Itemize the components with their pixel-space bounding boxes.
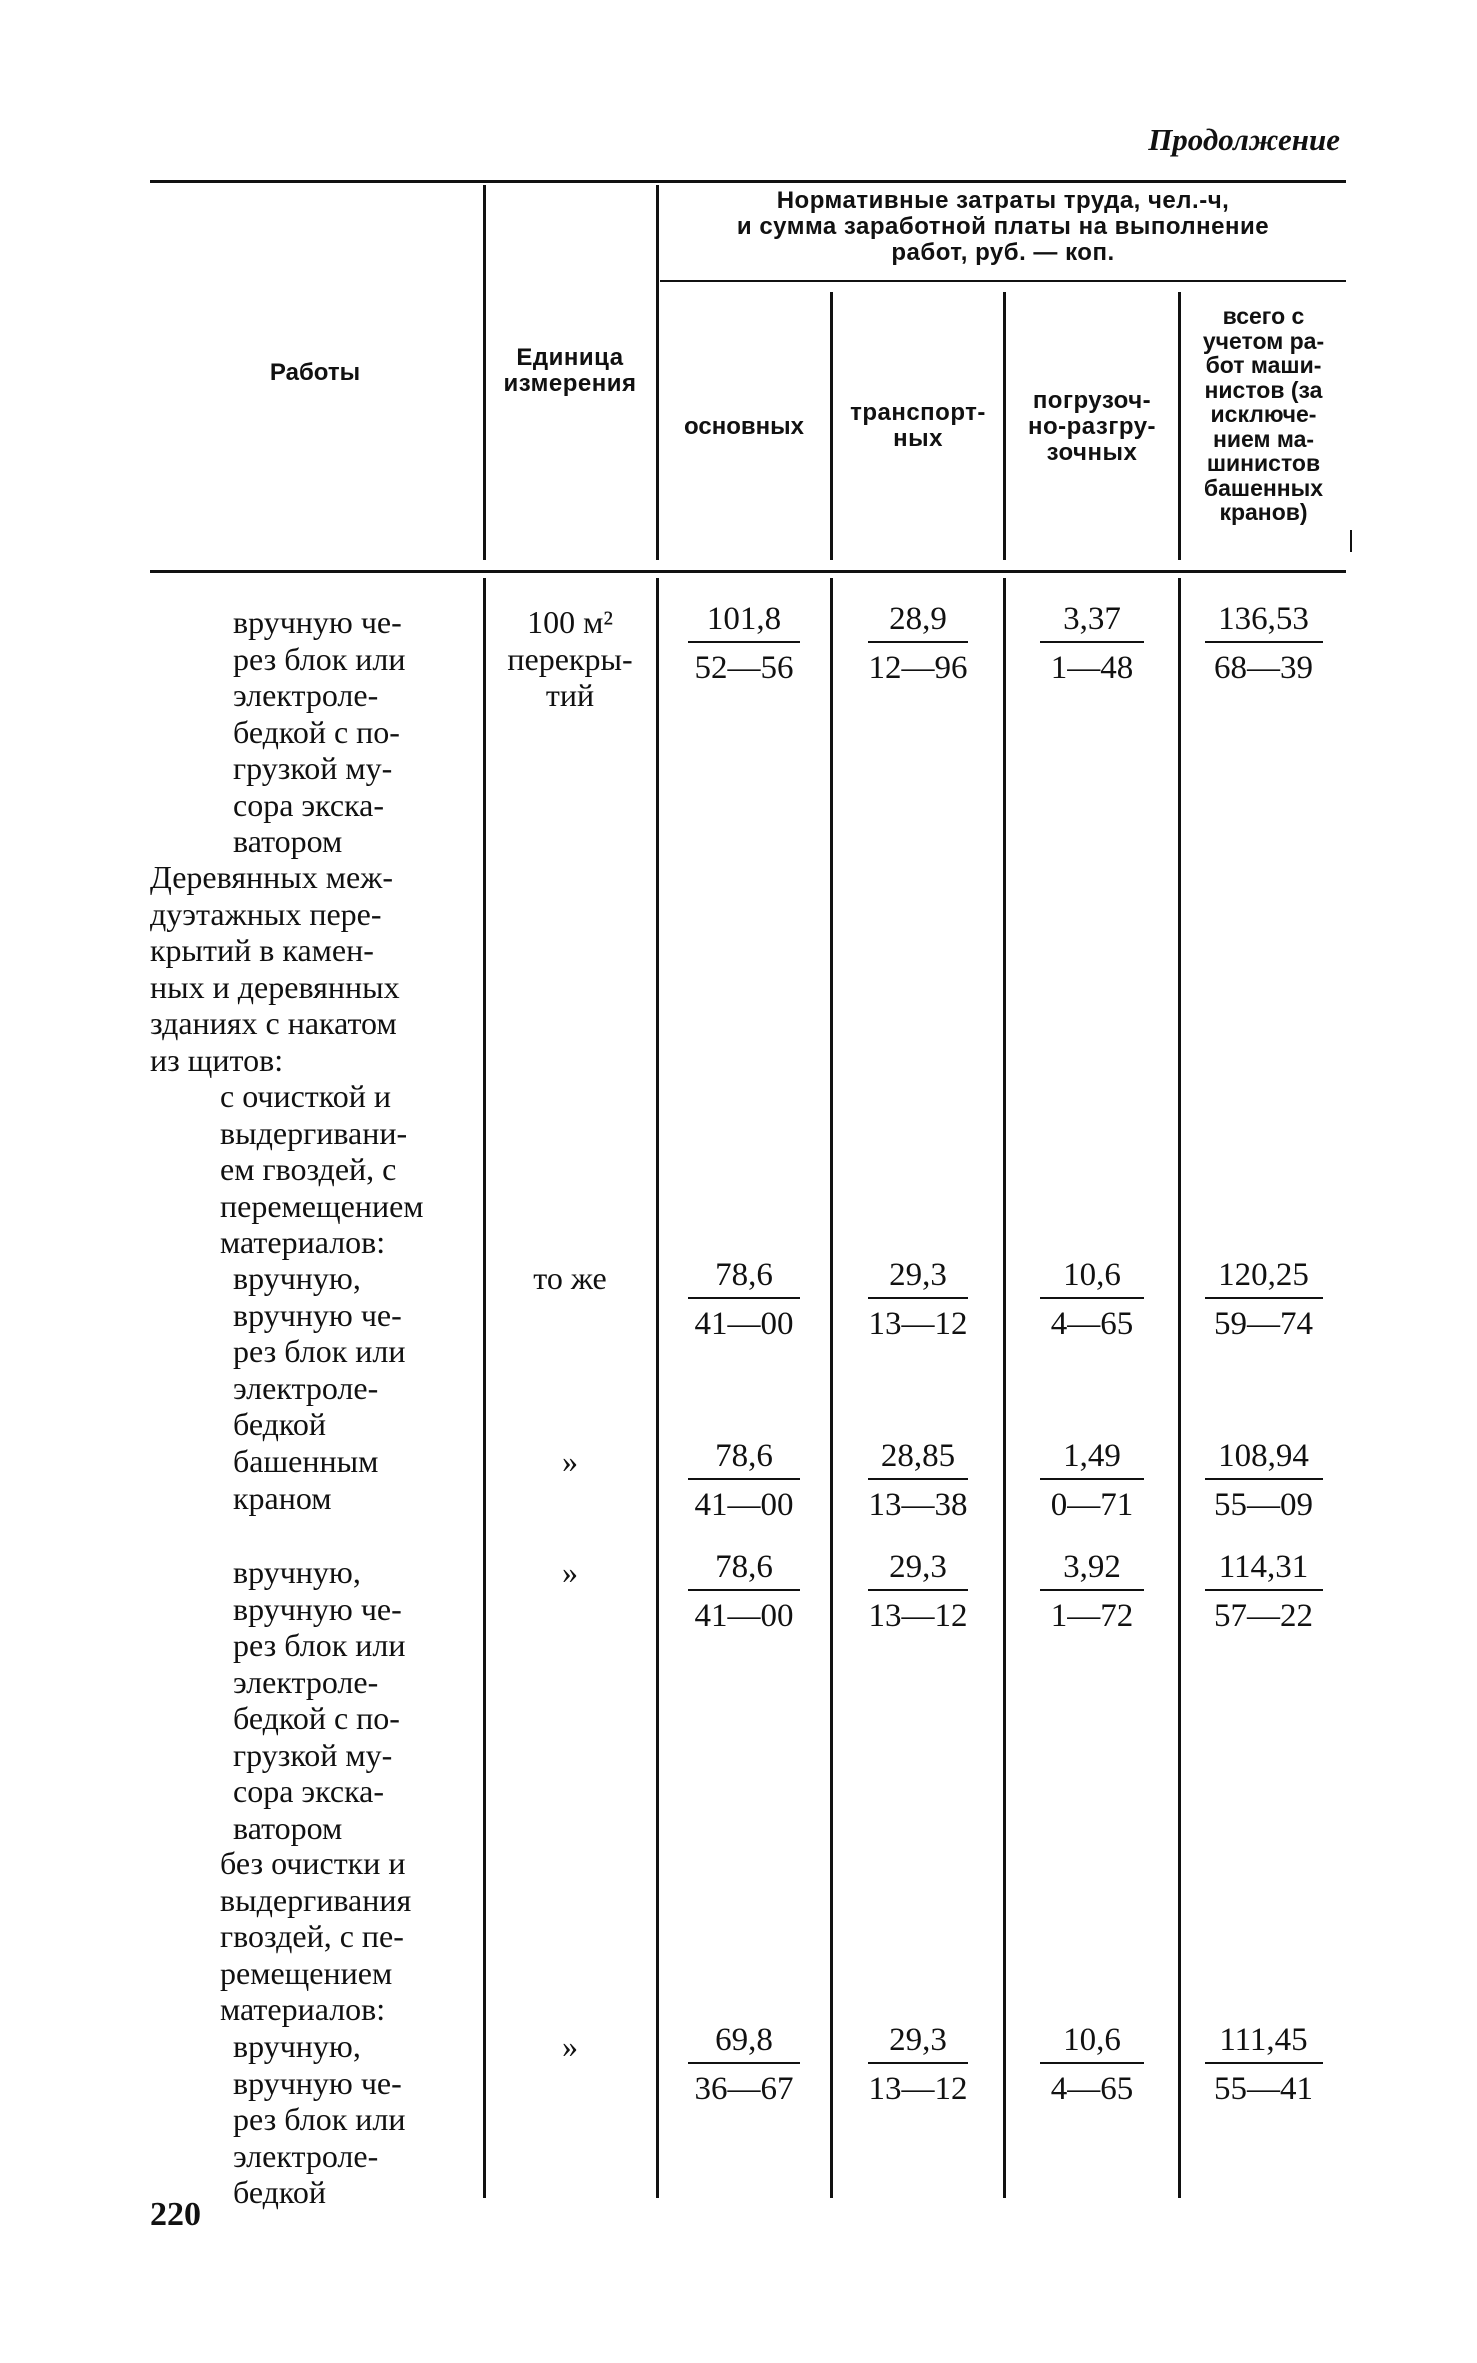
loading-value-row-1 [1006, 597, 1178, 687]
unit-row-6: » [562, 1554, 578, 1590]
labor-hours: 78,6 [715, 1438, 773, 1474]
header-main: основных [684, 413, 804, 440]
wage-amount: 41—00 [694, 1306, 794, 1342]
header-loading: погрузоч- но-разгру- зочных [1027, 387, 1157, 466]
labor-hours: 78,6 [715, 1257, 773, 1293]
loading-value-row-8 [1006, 2018, 1178, 2108]
wage-amount: 12—96 [868, 650, 968, 686]
labor-hours: 3,92 [1063, 1549, 1121, 1585]
main-value-row-6 [659, 1545, 829, 1635]
wage-amount: 59—74 [1214, 1306, 1313, 1342]
transport-value-row-5 [833, 1434, 1003, 1524]
wage-amount: 55—09 [1214, 1487, 1313, 1523]
transport-value-row-4 [833, 1253, 1003, 1343]
work-row-2: Деревянных меж- дуэтажных пере- крытий в камен- ных и деревянных зданиях с накатом из щитов: [150, 859, 400, 1078]
labor-hours: 69,8 [715, 2022, 773, 2058]
total-value-row-5 [1181, 1434, 1346, 1524]
labor-hours: 10,6 [1063, 1257, 1121, 1293]
unit-row-1: 100 м² перекры- тий [507, 604, 633, 713]
labor-hours: 101,8 [706, 601, 782, 637]
loading-value-row-5 [1006, 1434, 1178, 1524]
header-group-title: Нормативные затраты труда, чел.-ч, и сумма заработной платы на выполнение работ, руб. — коп. [736, 187, 1270, 266]
labor-hours: 1,49 [1063, 1438, 1121, 1474]
wage-amount: 1—48 [1050, 650, 1134, 686]
wage-amount: 4—65 [1050, 2071, 1134, 2107]
work-row-3: с очисткой и выдергивани- ем гвоздей, с перемещением материалов: [220, 1078, 424, 1260]
main-value-row-1 [659, 597, 829, 687]
transport-value-row-6 [833, 1545, 1003, 1635]
labor-hours: 136,53 [1218, 601, 1309, 637]
main-value-row-5 [659, 1434, 829, 1524]
transport-value-row-1 [833, 597, 1003, 687]
col-rule-5b [1178, 578, 1181, 2198]
group-header-rule [660, 280, 1346, 282]
total-value-row-8 [1181, 2018, 1346, 2108]
main-value-row-8 [659, 2018, 829, 2108]
wage-amount: 57—22 [1214, 1598, 1313, 1634]
labor-hours: 28,9 [889, 601, 947, 637]
col-rule-2 [656, 185, 659, 560]
total-value-row-1 [1181, 597, 1346, 687]
wage-amount: 41—00 [694, 1598, 794, 1634]
work-row-1: вручную че- рез блок или электроле- бедкой с по- грузкой му- сора экска- ватором [233, 604, 406, 859]
wage-amount: 4—65 [1050, 1306, 1134, 1342]
wage-amount: 68—39 [1214, 650, 1313, 686]
labor-hours: 120,25 [1218, 1257, 1309, 1293]
wage-amount: 36—67 [694, 2071, 794, 2107]
header-work: Работы [269, 359, 361, 386]
work-row-8: вручную, вручную че- рез блок или электроле- бедкой [233, 2028, 406, 2210]
total-value-row-4 [1181, 1253, 1346, 1343]
labor-hours: 114,31 [1218, 1549, 1309, 1585]
header-unit: Единица измерения [503, 344, 637, 397]
labor-hours: 28,85 [880, 1438, 956, 1474]
header-transport: транспорт- ных [850, 399, 986, 452]
page-number: 220 [150, 2196, 201, 2233]
wage-amount: 13—38 [868, 1487, 968, 1523]
unit-row-8: » [562, 2028, 578, 2064]
labor-hours: 78,6 [715, 1549, 773, 1585]
labor-hours: 29,3 [889, 1257, 947, 1293]
wage-amount: 13—12 [868, 2071, 968, 2107]
labor-hours: 111,45 [1219, 2022, 1308, 2058]
continuation-label: Продолжение [1148, 122, 1340, 157]
total-value-row-6 [1181, 1545, 1346, 1635]
wage-amount: 1—72 [1050, 1598, 1134, 1634]
work-row-7: без очистки и выдергивания гвоздей, с пе- ремещением материалов: [220, 1845, 412, 2027]
col-rule-3b [830, 578, 833, 2198]
transport-value-row-8 [833, 2018, 1003, 2108]
header-total: всего с учетом ра- бот маши- нистов (за исключе- нием ма- шинистов башенных кранов) [1202, 303, 1325, 525]
wage-amount: 0—71 [1050, 1487, 1134, 1523]
labor-hours: 108,94 [1218, 1438, 1309, 1474]
main-value-row-4 [659, 1253, 829, 1343]
work-row-6: вручную, вручную че- рез блок или электроле- бедкой с по- грузкой му- сора экска- ватором [233, 1554, 406, 1846]
wage-amount: 13—12 [868, 1598, 968, 1634]
loading-value-row-4 [1006, 1253, 1178, 1343]
wage-amount: 13—12 [868, 1306, 968, 1342]
col-rule-4b [1003, 578, 1006, 2198]
unit-row-5: » [562, 1443, 578, 1479]
labor-hours: 29,3 [889, 2022, 947, 2058]
wage-amount: 52—56 [694, 650, 794, 686]
header-total-edge-mark [1350, 530, 1352, 552]
labor-hours: 29,3 [889, 1549, 947, 1585]
unit-row-4: то же [533, 1260, 607, 1296]
top-rule [150, 180, 1346, 183]
col-rule-1b [483, 578, 486, 2198]
labor-hours: 10,6 [1063, 2022, 1121, 2058]
header-bottom-rule [150, 570, 1346, 573]
wage-amount: 41—00 [694, 1487, 794, 1523]
labor-hours: 3,37 [1063, 601, 1121, 637]
loading-value-row-6 [1006, 1545, 1178, 1635]
work-row-5: башенным краном [233, 1443, 379, 1516]
wage-amount: 55—41 [1214, 2071, 1313, 2107]
work-row-4: вручную, вручную че- рез блок или электроле- бедкой [233, 1260, 406, 1442]
col-rule-2b [656, 578, 659, 2198]
